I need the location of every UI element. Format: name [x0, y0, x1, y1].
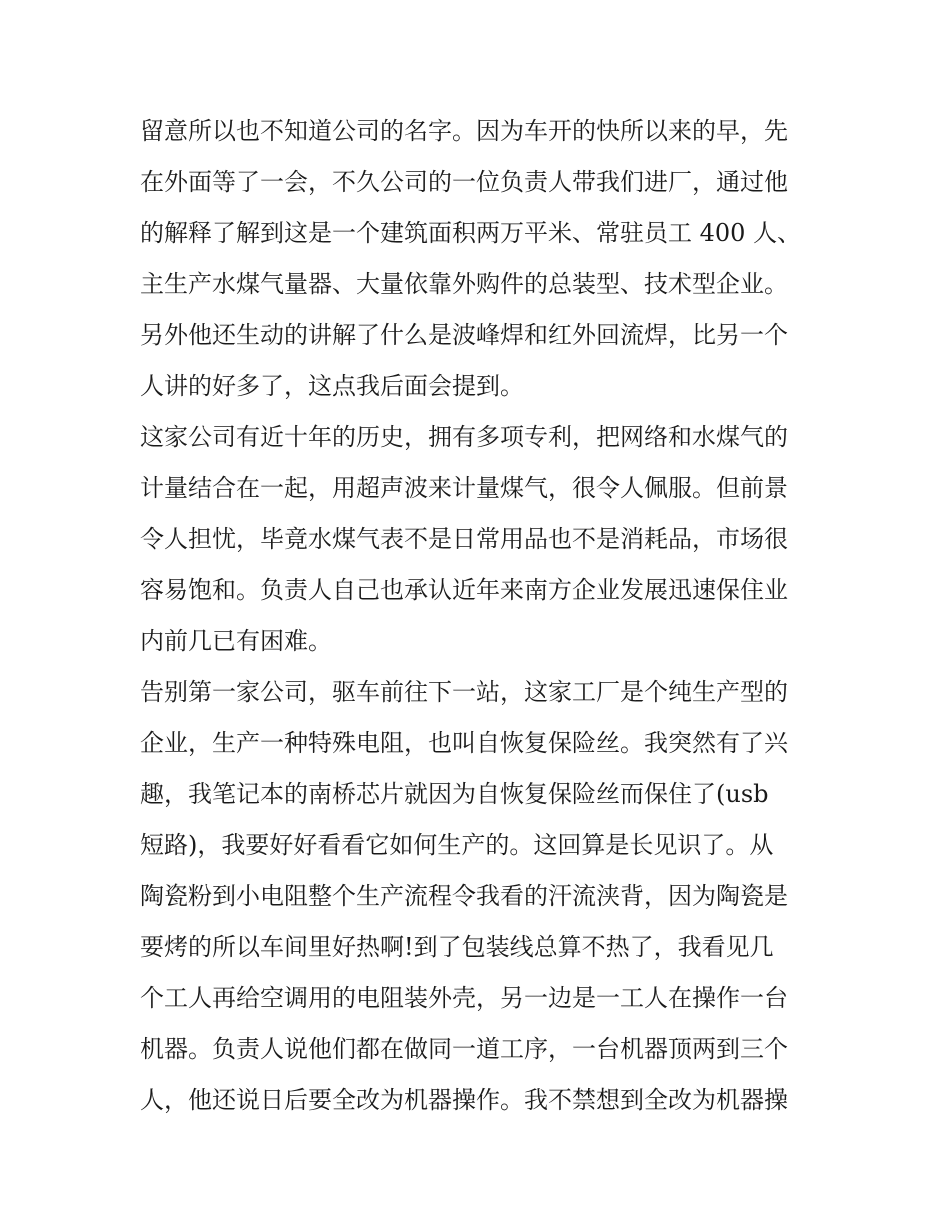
text-line: 在外面等了一会，不久公司的一位负责人带我们进厂，通过他 — [140, 168, 788, 196]
text-line: 趣，我笔记本的南桥芯片就因为自恢复保险丝而保住了(usb — [140, 780, 769, 808]
body-text — [140, 106, 820, 1126]
text-line: 人，他还说日后要全改为机器操作。我不禁想到全改为机器操 — [140, 1086, 788, 1114]
text-line: 陶瓷粉到小电阻整个生产流程令我看的汗流浃背，因为陶瓷是 — [140, 882, 788, 910]
text-line: 企业，生产一种特殊电阻，也叫自恢复保险丝。我突然有了兴 — [140, 729, 788, 757]
text-line: 的解释了解到这是一个建筑面积两万平米、常驻员工 400 人、 — [140, 219, 802, 247]
text-line: 告别第一家公司，驱车前往下一站，这家工厂是个纯生产型的 — [140, 678, 788, 706]
text-line: 留意所以也不知道公司的名字。因为车开的快所以来的早，先 — [140, 117, 788, 145]
text-line: 这家公司有近十年的历史，拥有多项专利，把网络和水煤气的 — [140, 423, 788, 451]
text-line: 令人担忧，毕竟水煤气表不是日常用品也不是消耗品，市场很 — [140, 525, 788, 553]
text-line: 容易饱和。负责人自己也承认近年来南方企业发展迅速保住业 — [140, 576, 788, 604]
text-line: 计量结合在一起，用超声波来计量煤气，很令人佩服。但前景 — [140, 474, 788, 502]
text-line: 主生产水煤气量器、大量依靠外购件的总装型、技术型企业。 — [140, 270, 788, 298]
text-line: 要烤的所以车间里好热啊!到了包装线总算不热了，我看见几 — [140, 933, 774, 961]
text-line: 短路)，我要好好看看它如何生产的。这回算是长见识了。从 — [140, 831, 774, 859]
text-line: 个工人再给空调用的电阻装外壳，另一边是一工人在操作一台 — [140, 984, 788, 1012]
text-line: 另外他还生动的讲解了什么是波峰焊和红外回流焊，比另一个 — [140, 321, 788, 349]
text-line: 机器。负责人说他们都在做同一道工序，一台机器顶两到三个 — [140, 1035, 788, 1063]
text-line: 人讲的好多了，这点我后面会提到。 — [140, 372, 524, 400]
text-line: 内前几已有困难。 — [140, 627, 332, 655]
